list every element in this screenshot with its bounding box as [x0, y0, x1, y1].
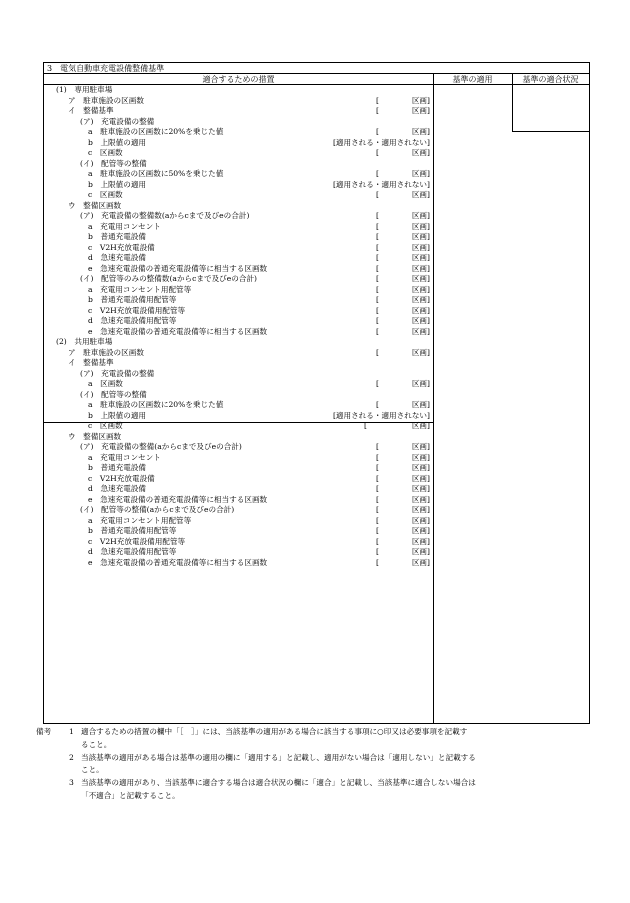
- measure-label: b 上限値の適用: [88, 179, 147, 189]
- bracket-open: [: [376, 547, 379, 556]
- applicability-choice[interactable]: [適用される・適用されない]: [332, 179, 430, 189]
- remark-text: 適合するための措置の欄中「［ ］」には、当該基準の適用がある場合に該当する事項に○印又は必要事項を記載す: [81, 727, 468, 736]
- header-measures: 適合するための措置: [44, 74, 433, 85]
- bracket-open: [: [376, 263, 379, 273]
- unit-label: 区画]: [411, 263, 430, 273]
- measure-row: [44, 264, 433, 275]
- unit-label: 区画]: [411, 347, 430, 357]
- measure-row: [44, 537, 433, 548]
- remark-line: [36, 752, 596, 765]
- unit-label: 区画]: [411, 536, 430, 546]
- measure-label: c 区画数: [88, 421, 123, 430]
- measure-label: d 急速充電設備: [88, 484, 147, 493]
- measure-label: c 区画数: [88, 190, 123, 199]
- bracket-open: [: [376, 526, 379, 535]
- measure-row: [44, 138, 433, 149]
- measure-label: a 充電用コンセント用配管等: [88, 515, 192, 525]
- measure-row: [44, 211, 433, 222]
- measure-label: (イ) 配管等のみの整備数(aからcまで及びeの合計): [80, 274, 257, 283]
- measure-label: a 充電用コンセント: [88, 452, 161, 462]
- measure-row: [44, 505, 433, 516]
- measure-label: (イ) 配管等の整備: [80, 389, 147, 399]
- measure-label: (ア) 充電設備の整備: [80, 368, 155, 378]
- measure-label: b 普通充電設備用配管等: [88, 295, 177, 304]
- measure-label: ウ 整備区画数: [68, 431, 122, 441]
- bracket-open: [: [376, 463, 379, 472]
- bracket-open: [: [376, 379, 379, 388]
- remark-number: 1: [69, 727, 74, 736]
- remarks-label: 備考: [36, 727, 52, 736]
- measure-label: (2) 共用駐車場: [56, 337, 113, 346]
- unit-label: 区画]: [411, 190, 430, 199]
- measure-row: [44, 379, 433, 390]
- measure-row: [44, 369, 433, 380]
- measure-label: b 普通充電設備用配管等: [88, 526, 177, 535]
- applicability-choice[interactable]: [適用される・適用されない]: [332, 137, 430, 147]
- remarks: [36, 726, 596, 803]
- measure-label: (ア) 充電設備の整備(aからcまで及びeの合計): [80, 442, 242, 451]
- measure-label: b 普通充電設備: [88, 463, 147, 472]
- remark-line: [36, 726, 596, 739]
- measure-label: (イ) 配管等の整備: [80, 158, 147, 168]
- measure-label: e 急速充電設備の普通充電設備等に相当する区画数: [88, 494, 268, 504]
- measure-label: b 上限値の適用: [88, 410, 147, 420]
- measure-row: [44, 190, 433, 201]
- measure-label: ア 駐車施設の区画数: [68, 347, 144, 357]
- measure-label: a 駐車施設の区画数に20%を乗じた値: [88, 127, 224, 136]
- remark-line: [36, 764, 596, 777]
- bracket-open: [: [376, 106, 379, 115]
- bracket-open: [: [376, 473, 379, 483]
- unit-label: 区画]: [411, 526, 430, 535]
- bracket-open: [: [376, 305, 379, 315]
- unit-label: 区画]: [411, 379, 430, 388]
- unit-label: 区画]: [411, 505, 430, 514]
- measure-row: [44, 117, 433, 128]
- measure-row: [44, 390, 433, 401]
- unit-label: 区画]: [411, 305, 430, 315]
- measure-label: e 急速充電設備の普通充電設備等に相当する区画数: [88, 326, 268, 336]
- bracket-open: [: [364, 421, 367, 430]
- measure-row: [44, 96, 433, 107]
- bracket-open: [: [376, 232, 379, 241]
- bracket-open: [: [376, 211, 379, 220]
- measure-label: イ 整備基準: [68, 106, 114, 115]
- measure-row: [44, 253, 433, 264]
- bracket-open: [: [376, 557, 379, 567]
- remark-number: 2: [69, 752, 74, 762]
- measure-row: [44, 159, 433, 170]
- bracket-open: [: [376, 536, 379, 546]
- unit-label: 区画]: [411, 515, 430, 525]
- measure-label: b 普通充電設備: [88, 232, 147, 241]
- bracket-open: [: [376, 452, 379, 462]
- measure-label: c V2H充放電設備: [88, 242, 155, 252]
- measure-row: [44, 348, 433, 359]
- measure-label: c 区画数: [88, 148, 123, 157]
- measure-label: e 急速充電設備の普通充電設備等に相当する区画数: [88, 557, 268, 567]
- measure-row: [44, 327, 433, 338]
- unit-label: 区画]: [411, 242, 430, 252]
- measure-label: イ 整備基準: [68, 358, 114, 367]
- bracket-open: [: [376, 95, 379, 105]
- bracket-open: [: [376, 190, 379, 199]
- bracket-open: [: [376, 284, 379, 294]
- remark-text: 「不適合」と記載すること。: [81, 790, 180, 800]
- bracket-open: [: [376, 494, 379, 504]
- ev-charging-standards-form: [43, 62, 590, 724]
- bracket-open: [: [376, 326, 379, 336]
- remark-text: こと。: [81, 765, 104, 775]
- remark-number: 3: [69, 778, 74, 788]
- measure-label: (ア) 充電設備の整備数(aからcまで及びeの合計): [80, 211, 250, 220]
- measure-label: a 駐車施設の区画数に50%を乗じた値: [88, 169, 224, 178]
- unit-label: 区画]: [411, 221, 430, 231]
- unit-label: 区画]: [411, 253, 430, 262]
- unit-label: 区画]: [411, 127, 430, 136]
- measure-label: b 上限値の適用: [88, 137, 147, 147]
- remark-text: 当該基準の適用があり、当該基準に適合する場合は適合状況の欄に「適合」と記載し、当該基準に適合しない場合は: [81, 778, 476, 788]
- bracket-open: [: [376, 148, 379, 157]
- measure-row: [44, 222, 433, 233]
- measure-label: c V2H充放電設備用配管等: [88, 305, 186, 315]
- measure-row: [44, 547, 433, 558]
- measure-row: [44, 306, 433, 317]
- measure-row: [44, 274, 433, 285]
- measure-row: [44, 316, 433, 327]
- measure-row: [44, 495, 433, 506]
- unit-label: 区画]: [411, 494, 430, 504]
- measure-label: a 駐車施設の区画数に20%を乗じた値: [88, 400, 224, 409]
- measure-row: [44, 453, 433, 464]
- measure-row: [44, 127, 433, 138]
- bracket-open: [: [376, 274, 379, 283]
- measure-row: [44, 558, 433, 569]
- header-application: 基準の適用: [433, 74, 512, 85]
- bracket-open: [: [376, 347, 379, 357]
- measure-row: [44, 421, 433, 432]
- measure-row: [44, 180, 433, 191]
- bracket-open: [: [376, 253, 379, 262]
- measure-row: [44, 232, 433, 243]
- measure-label: a 区画数: [88, 379, 123, 388]
- measure-label: d 急速充電設備: [88, 253, 147, 262]
- measure-label: c V2H充放電設備: [88, 473, 155, 483]
- unit-label: 区画]: [411, 148, 430, 157]
- measure-label: a 充電用コンセント: [88, 221, 161, 231]
- measure-row: [44, 442, 433, 453]
- unit-label: 区画]: [411, 95, 430, 105]
- unit-label: 区画]: [411, 211, 430, 220]
- unit-label: 区画]: [411, 484, 430, 493]
- measure-row: [44, 411, 433, 422]
- unit-label: 区画]: [411, 316, 430, 325]
- measure-row: [44, 285, 433, 296]
- status-cell-divider: [512, 131, 589, 132]
- remark-text: ること。: [81, 739, 112, 749]
- measures-list: [44, 85, 433, 568]
- measure-label: d 急速充電設備用配管等: [88, 316, 177, 325]
- bracket-open: [: [376, 242, 379, 252]
- column-divider: [512, 74, 513, 131]
- header-status: 基準の適合状況: [512, 74, 589, 85]
- measure-row: [44, 148, 433, 159]
- bracket-open: [: [376, 505, 379, 514]
- unit-label: 区画]: [411, 442, 430, 451]
- unit-label: 区画]: [411, 547, 430, 556]
- unit-label: 区画]: [411, 452, 430, 462]
- measure-row: [44, 169, 433, 180]
- measure-row: [44, 516, 433, 527]
- unit-label: 区画]: [411, 557, 430, 567]
- measure-label: (1) 専用駐車場: [56, 85, 113, 94]
- unit-label: 区画]: [411, 473, 430, 483]
- unit-label: 区画]: [411, 295, 430, 304]
- bracket-open: [: [376, 295, 379, 304]
- remark-line: [36, 790, 596, 803]
- measure-row: [44, 106, 433, 117]
- unit-label: 区画]: [411, 274, 430, 283]
- measure-label: ア 駐車施設の区画数: [68, 95, 144, 105]
- measure-row: [44, 85, 433, 96]
- remark-line: [36, 777, 596, 790]
- bracket-open: [: [376, 515, 379, 525]
- applicability-choice[interactable]: [適用される・適用されない]: [332, 410, 430, 420]
- measure-row: [44, 432, 433, 443]
- measure-row: [44, 526, 433, 537]
- measure-row: [44, 337, 433, 348]
- column-divider: [433, 74, 434, 723]
- bracket-open: [: [376, 316, 379, 325]
- remark-line: [36, 739, 596, 752]
- unit-label: 区画]: [411, 326, 430, 336]
- unit-label: 区画]: [411, 463, 430, 472]
- unit-label: 区画]: [411, 421, 430, 430]
- measure-label: d 急速充電設備用配管等: [88, 547, 177, 556]
- measure-label: ウ 整備区画数: [68, 200, 122, 210]
- measure-label: a 充電用コンセント用配管等: [88, 284, 192, 294]
- form-title: 3 電気自動車充電設備整備基準: [44, 63, 589, 74]
- bracket-open: [: [376, 400, 379, 409]
- bracket-open: [: [376, 442, 379, 451]
- bracket-open: [: [376, 169, 379, 178]
- measure-label: (イ) 配管等の整備(aからcまで及びeの合計): [80, 505, 235, 514]
- measure-row: [44, 201, 433, 212]
- measure-label: c V2H充放電設備用配管等: [88, 536, 186, 546]
- measure-row: [44, 463, 433, 474]
- measure-row: [44, 484, 433, 495]
- remark-text: 当該基準の適用がある場合は基準の適用の欄に「適用する」と記載し、適用がない場合は「適用しない」と記載する: [81, 752, 476, 762]
- measure-row: [44, 295, 433, 306]
- unit-label: 区画]: [411, 232, 430, 241]
- bracket-open: [: [376, 484, 379, 493]
- measure-row: [44, 400, 433, 411]
- bracket-open: [: [376, 221, 379, 231]
- measure-label: (ア) 充電設備の整備: [80, 116, 155, 126]
- bracket-open: [: [376, 127, 379, 136]
- measure-row: [44, 358, 433, 369]
- unit-label: 区画]: [411, 400, 430, 409]
- unit-label: 区画]: [411, 169, 430, 178]
- measure-label: e 急速充電設備の普通充電設備等に相当する区画数: [88, 263, 268, 273]
- unit-label: 区画]: [411, 284, 430, 294]
- unit-label: 区画]: [411, 106, 430, 115]
- measure-row: [44, 474, 433, 485]
- measure-row: [44, 243, 433, 254]
